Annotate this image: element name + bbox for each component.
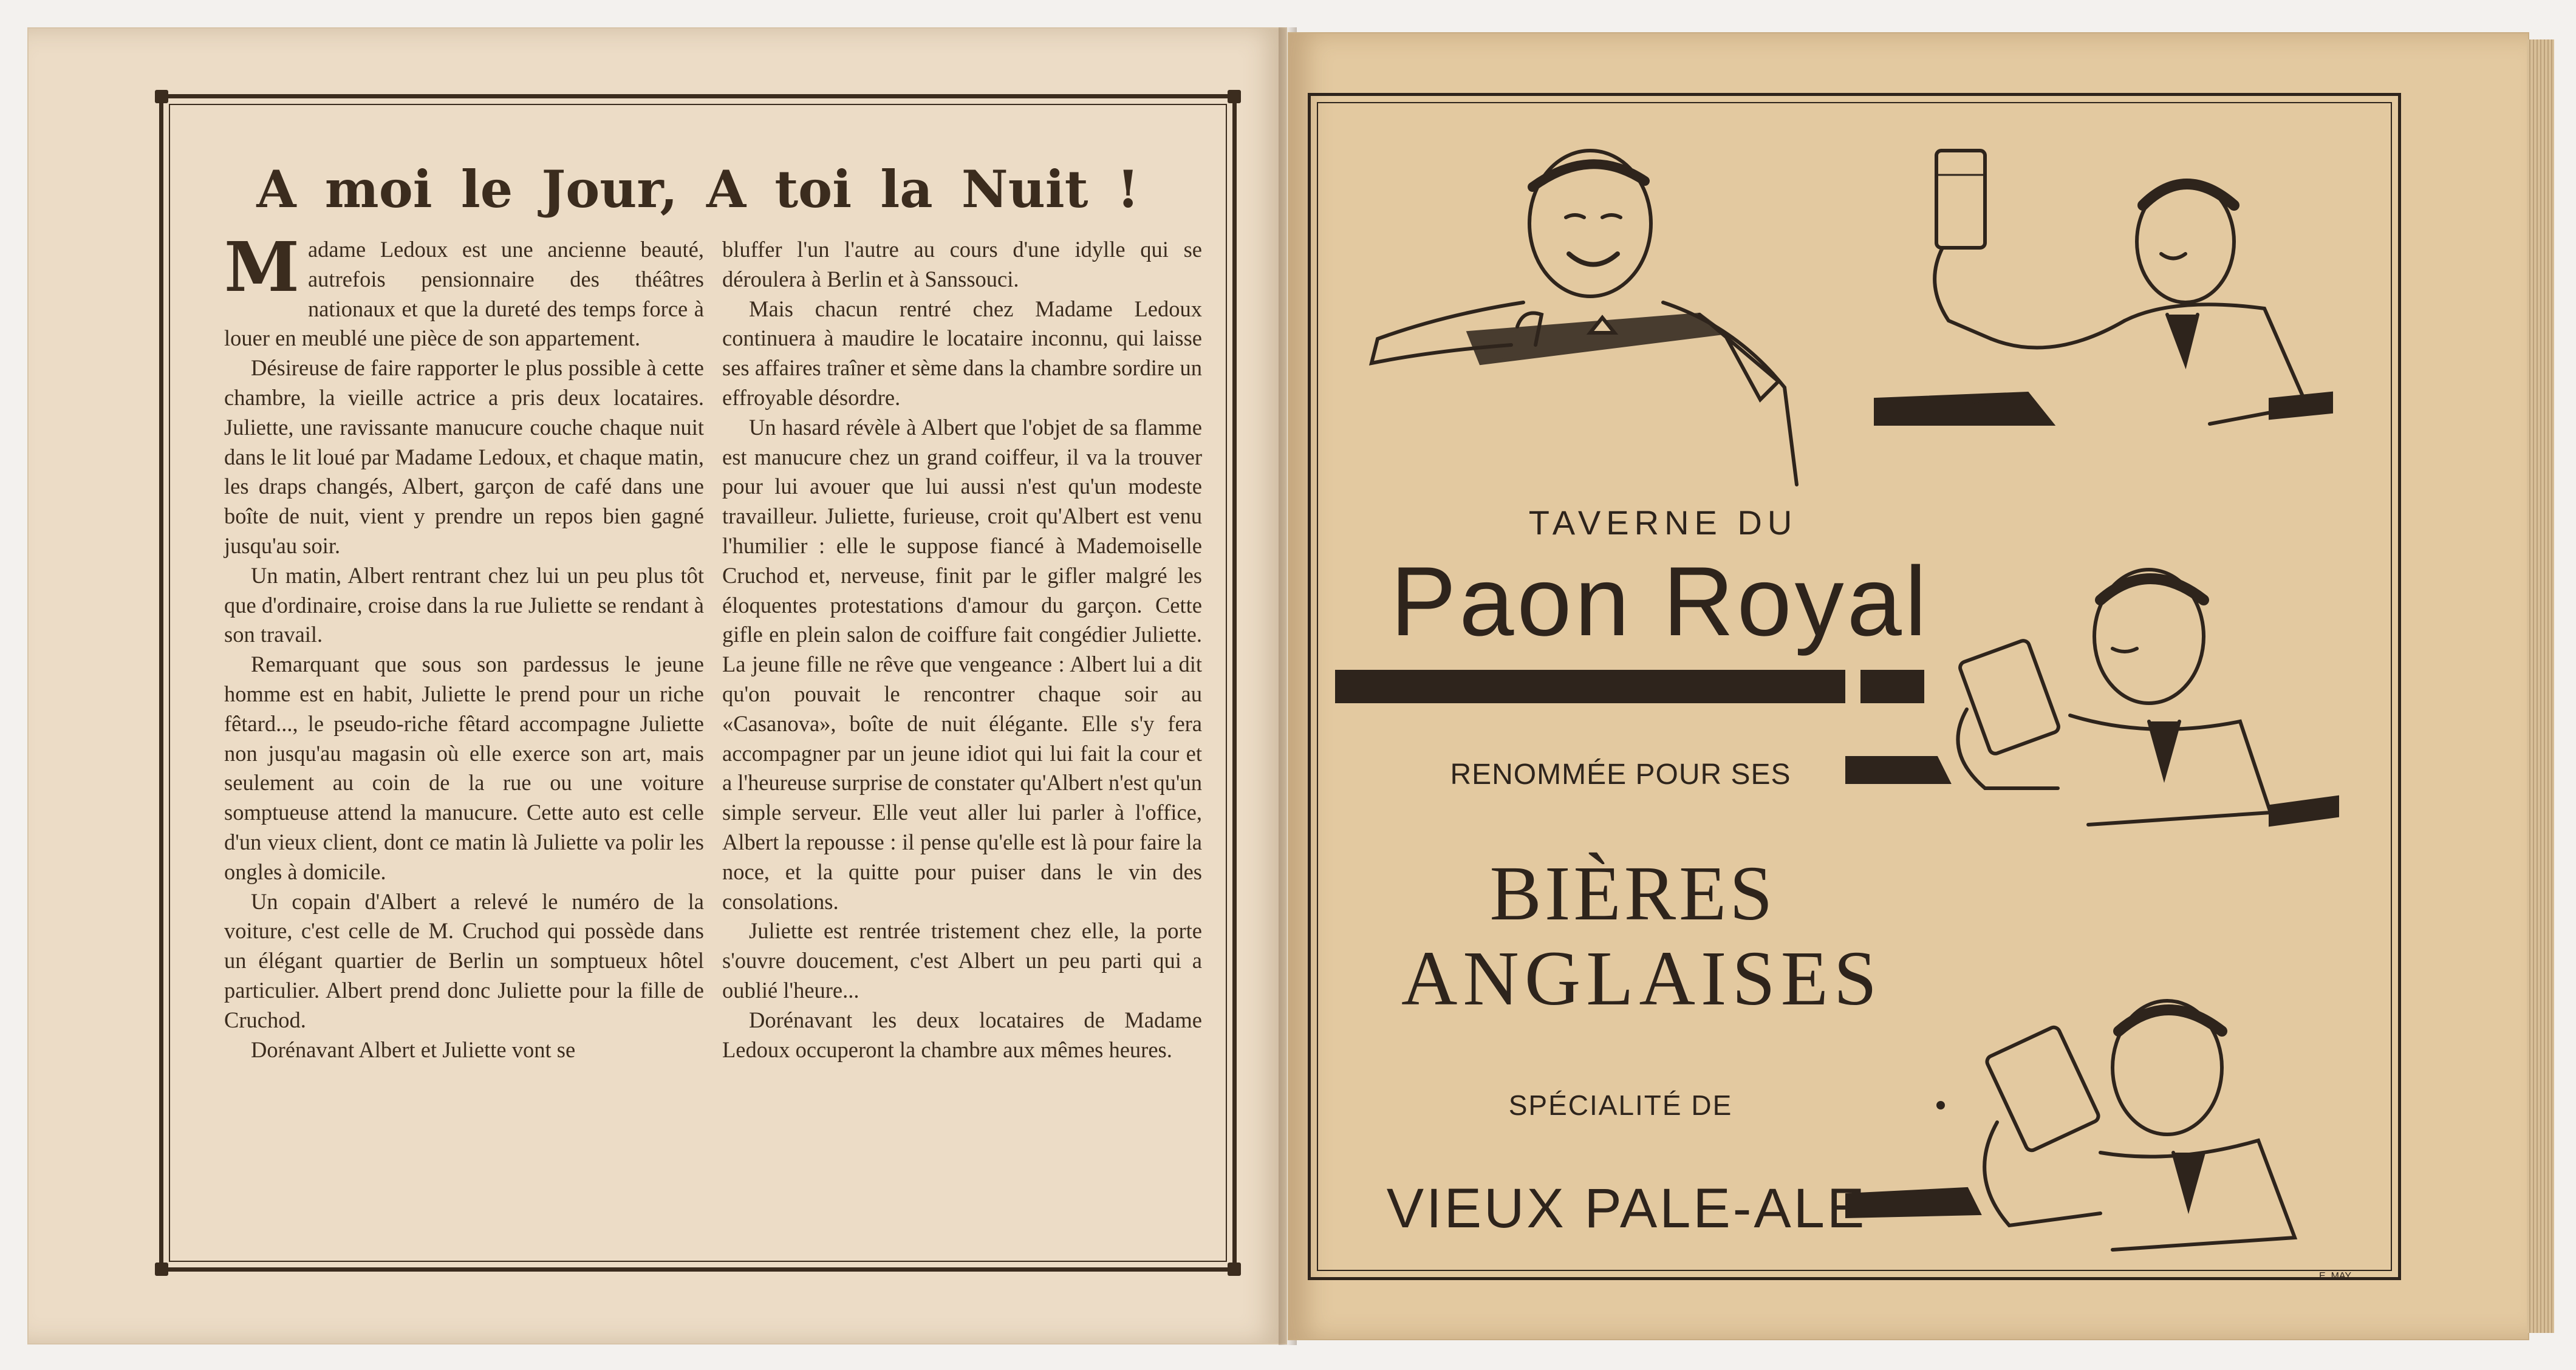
article-paragraph: Mais chacun rentré chez Madame Ledoux continuera à maudire le locataire inconnu, qui laisse ses affaires traîner et sème dans la chambre sordire un effroyable désordre. — [722, 296, 1202, 410]
ad-dot-ornament — [1936, 1101, 1945, 1109]
artist-signature: E. MAY — [1958, 397, 1990, 407]
frame-corner-ornament — [1228, 90, 1241, 103]
ad-line-renommee: RENOMMÉE POUR SES — [1450, 758, 1791, 791]
article-paragraph: Désireuse de faire rapporter le plus possible à cette chambre, la vieille actrice a pris deux locataires. Juliette, une ravissante manucure couche chaque nuit dans le lit loué par Madame Ledoux, et chaque matin, les draps changés, Albert, garçon de café dans une boîte de nuit, vient y prendre un repos bien gagné jusqu'au soir. — [224, 355, 704, 558]
artist-signature: E. MAY — [2319, 1271, 2352, 1281]
article-paragraph: Un matin, Albert rentrant chez lui un peu plus tôt que d'ordinaire, croise dans la rue Juliette se rendant à son travail. — [224, 562, 704, 647]
article-paragraph: Madame Ledoux est une ancienne beauté, autrefois pensionnaire des théâtres nationaux et que la dureté des temps force à louer en meublé une pièce de son appartement. — [224, 228, 704, 351]
ad-line-bieres: BIÈRES — [1489, 850, 1776, 936]
article-title: A moi le Jour, A toi la Nuit ! — [256, 159, 1139, 219]
page-edges — [2527, 39, 2554, 1333]
article-paragraph: Juliette est rentrée tristement chez elle, la porte s'ouvre doucement, c'est Albert un peu parti qui a oublié l'heure... — [722, 918, 1202, 1003]
frame-corner-ornament — [155, 90, 168, 103]
drop-cap: M — [224, 228, 299, 307]
illustration-man-raising-glass — [1870, 138, 2343, 479]
article-paragraph: Dorénavant les deux locataires de Madame Ledoux occuperont la chambre aux mêmes heures. — [722, 1007, 1202, 1062]
article-paragraph: bluffer l'un l'autre au cours d'une idylle qui se déroulera à Berlin et à Sanssouci. — [722, 237, 1202, 291]
article-frame — [159, 94, 1237, 1272]
article-column-2 — [722, 235, 1202, 1065]
article-paragraph: Un hasard révèle à Albert que l'objet de sa flamme est manucure chez un grand coiffeur, il va la trouver pour lui avouer que lui aussi n'est qu'un modeste travailleur. Juliette, furieuse, croit qu'Albert est venu l'humilier : elle le suppose fiancé à Mademoiselle Cruchod et, nerveuse, finit par le gifler malgré les éloquentes protestations d'amour du garçon. Cette gifle en plein salon de coiffure fait congédier Juliette. La jeune fille ne rêve que vengeance : Albert lui a dit qu'on pouvait le rencontrer chaque soir au «Casanova», boîte de nuit élégante. Elle s'y fera accompagner par un jeune idiot qui lui fait la cour et a l'heureuse surprise de constater qu'Albert n'est qu'un simple serveur. Elle veut aller lui parler à l'office, Albert la repousse : il pense qu'elle est là pour faire la noce, et la quitte pour puiser dans le vin des consolations. — [722, 414, 1202, 914]
ad-line-specialite: SPÉCIALITÉ DE — [1508, 1089, 1733, 1121]
illustration-man-drinking — [1845, 557, 2343, 849]
ad-rule-bar — [1335, 670, 1845, 703]
ad-line-taverne: TAVERNE DU — [1528, 503, 1798, 542]
ad-brand-name: Paon Royal — [1390, 547, 1930, 656]
frame-corner-ornament — [155, 1263, 168, 1276]
advertisement-frame — [1308, 93, 2401, 1280]
article-paragraph: Dorénavant Albert et Juliette vont se — [251, 1037, 576, 1062]
left-page — [27, 27, 1287, 1344]
article-paragraph: Remarquant que sous son pardessus le jeune homme est en habit, Juliette le prend pour un riche fêtard..., le pseudo-riche fêtard accompagne Juliette non jusqu'au magasin où elle exerce son art, mais seulement au coin de la rue ou une voiture somptueuse attend la manucure. Cette auto est celle d'un vieux client, dont ce matin là Juliette va polir les ongles à domicile. — [224, 652, 704, 884]
ad-line-anglaises: ANGLAISES — [1401, 935, 1883, 1021]
frame-corner-ornament — [1228, 1263, 1241, 1276]
illustration-man-sipping — [1845, 983, 2343, 1268]
article-paragraph: Un copain d'Albert a relevé le numéro de la voiture, c'est celle de M. Cruchod qui possède dans un élégant quartier de Berlin un somptueux hôtel particulier. Albert prend donc Juliette pour la fille de Cruchod. — [224, 888, 704, 1032]
illustration-man-pouring-bottle — [1359, 132, 1815, 509]
article-column-1 — [224, 228, 704, 1065]
ad-line-vieux-pale-ale: VIEUX PALE-ALE — [1386, 1177, 1867, 1239]
ad-rule-bar — [1860, 670, 1924, 703]
